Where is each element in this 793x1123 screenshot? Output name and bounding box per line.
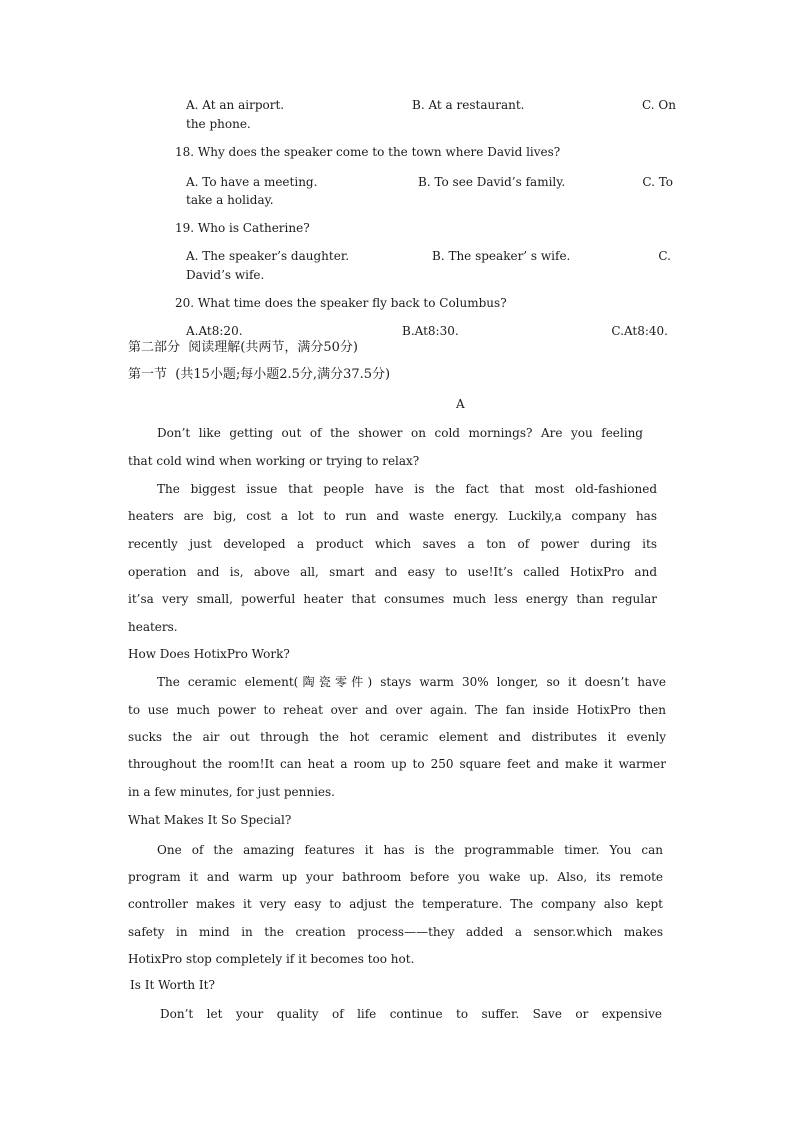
paragraph-4-line-5: HotixPro stop completely if it becomes too hot. <box>128 952 415 966</box>
paragraph-2-line-5: it’sa very small, powerful heater that consumes much less energy than regular <box>128 592 657 606</box>
q17-option-c-continued: the phone. <box>186 117 251 131</box>
paragraph-4-line-2: program it and warm up your bathroom before you wake up. Also, its remote <box>128 870 663 884</box>
paragraph-3-line-3: sucks the air out through the hot ceramic element and distributes it evenly <box>128 730 666 744</box>
paragraph-3-line-1: The ceramic element(陶瓷零件) stays warm 30% longer, so it doesn’t have <box>157 675 666 689</box>
subheading-what-makes-special: What Makes It So Special? <box>128 813 292 827</box>
paragraph-4-line-3: controller makes it very easy to adjust the temperature. The company also kept <box>128 897 663 911</box>
paragraph-2-line-4: operation and is, above all, smart and easy to use!It’s called HotixPro and <box>128 565 657 579</box>
q17-option-c: C. On <box>642 98 676 112</box>
q20-option-c: C.At8:40. <box>611 324 668 338</box>
subheading-how-it-works: How Does HotixPro Work? <box>128 647 290 661</box>
q19-option-c: C. <box>658 249 671 263</box>
q19-option-a: A. The speaker’s daughter. <box>186 249 350 263</box>
q18-option-b: B. To see David’s family. <box>418 175 566 189</box>
q18-option-c: C. To <box>642 175 673 189</box>
paragraph-4-line-1: One of the amazing features it has is the programmable timer. You can <box>157 843 663 857</box>
paragraph-5-line-1: Don’t let your quality of life continue to suffer. Save or expensive <box>160 1007 662 1021</box>
q18-question: 18. Why does the speaker come to the town where David lives? <box>175 145 561 159</box>
passage-label: A <box>456 397 465 411</box>
subheading-is-it-worth-it: Is It Worth It? <box>130 978 215 992</box>
q20-option-b: B.At8:30. <box>402 324 459 338</box>
paragraph-4-line-4: safety in mind in the creation process——they added a sensor.which makes <box>128 925 663 939</box>
paragraph-3-line-5: in a few minutes, for just pennies. <box>128 785 335 799</box>
paragraph-1-line-1: Don’t like getting out of the shower on cold mornings? Are you feeling <box>157 426 643 440</box>
q17-option-a: A. At an airport. <box>186 98 285 112</box>
q19-question: 19. Who is Catherine? <box>175 221 310 235</box>
q17-option-b: B. At a restaurant. <box>412 98 525 112</box>
q19-option-b: B. The speaker’ s wife. <box>432 249 571 263</box>
paragraph-2-line-1: The biggest issue that people have is the fact that most old-fashioned <box>157 482 657 496</box>
paragraph-2-line-6: heaters. <box>128 620 178 634</box>
paragraph-1-line-2: that cold wind when working or trying to relax? <box>128 454 420 468</box>
part-heading: 第二部分 阅读理解(共两节，满分50分) <box>128 340 358 355</box>
q20-question: 20. What time does the speaker fly back to Columbus? <box>175 296 507 310</box>
paragraph-3-line-4: throughout the room!It can heat a room up to 250 square feet and make it warmer <box>128 757 666 771</box>
paragraph-2-line-2: heaters are big, cost a lot to run and waste energy. Luckily,a company has <box>128 509 657 523</box>
q20-option-a: A.At8:20. <box>186 324 243 338</box>
q18-option-a: A. To have a meeting. <box>186 175 318 189</box>
paragraph-2-line-3: recently just developed a product which saves a ton of power during its <box>128 537 657 551</box>
q19-option-c-continued: David’s wife. <box>186 268 265 282</box>
paragraph-3-line-2: to use much power to reheat over and over again. The fan inside HotixPro then <box>128 703 666 717</box>
q18-option-c-continued: take a holiday. <box>186 193 274 207</box>
section-heading: 第一节 (共15小题;每小题2.5分,满分37.5分) <box>128 367 391 382</box>
